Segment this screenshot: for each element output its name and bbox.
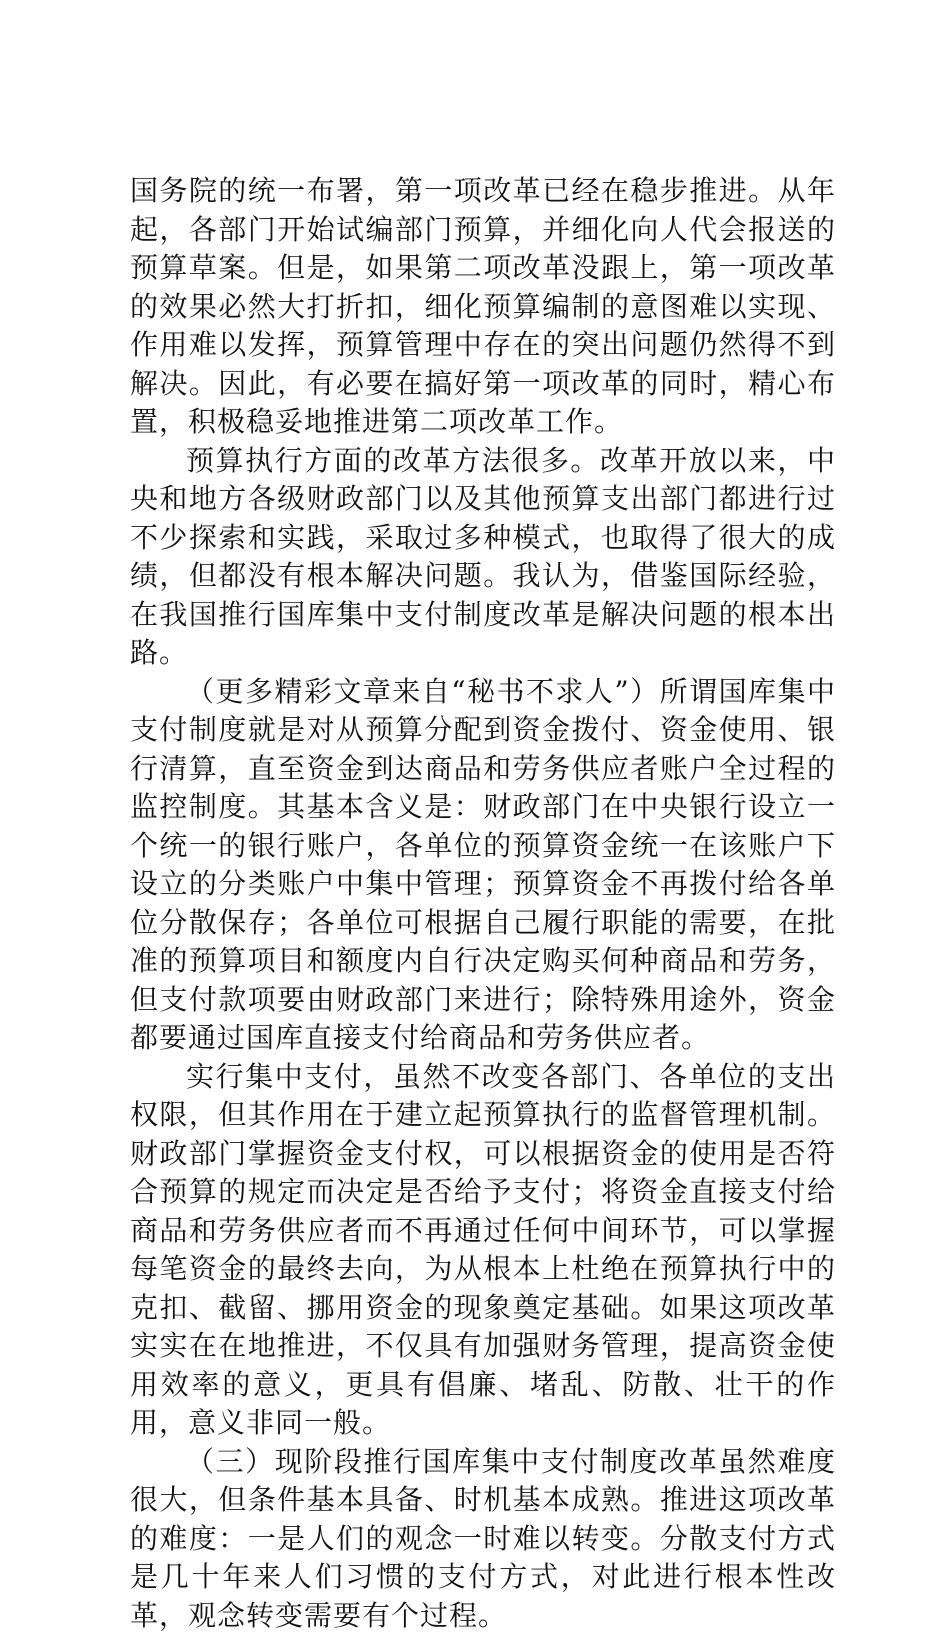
- paragraph-4: 实行集中支付，虽然不改变各部门、各单位的支出权限，但其作用在于建立起预算执行的监督管理机制。财政部门掌握资金支付权，可以根据资金的使用是否符合预算的规定而决定是否给予支付；将资金直接支付给商品和劳务供应者而不再通过任何中间环节，可以掌握每笔资金的最终去向，为从根本上杜绝在预算执行中的克扣、截留、挪用资金的现象奠定基础。如果这项改革实实在在地推进，不仅具有加强财务管理，提高资金使用效率的意义，更具有倡廉、堵乱、防散、壮干的作用，意义非同一般。: [130, 1058, 836, 1443]
- paragraph-5: （三）现阶段推行国库集中支付制度改革虽然难度很大，但条件基本具备、时机基本成熟。推进这项改革的难度：一是人们的观念一时难以转变。分散支付方式是几十年来人们习惯的支付方式，对此进行根本性改革，观念转变需要有个过程。: [130, 1443, 836, 1635]
- paragraph-2: 预算执行方面的改革方法很多。改革开放以来，中央和地方各级财政部门以及其他预算支出部门都进行过不少探索和实践，采取过多种模式，也取得了很大的成绩，但都没有根本解决问题。我认为，借鉴国际经验，在我国推行国库集中支付制度改革是解决问题的根本出路。: [130, 442, 836, 673]
- paragraph-3: （更多精彩文章来自“秘书不求人”）所谓国库集中支付制度就是对从预算分配到资金拨付、资金使用、银行清算，直至资金到达商品和劳务供应者账户全过程的监控制度。其基本含义是：财政部门在中央银行设立一个统一的银行账户，各单位的预算资金统一在该账户下设立的分类账户中集中管理；预算资金不再拨付给各单位分散保存；各单位可根据自己履行职能的需要，在批准的预算项目和额度内自行决定购买何种商品和劳务，但支付款项要由财政部门来进行；除特殊用途外，资金都要通过国库直接支付给商品和劳务供应者。: [130, 673, 836, 1058]
- paragraph-1: 国务院的统一布署，第一项改革已经在稳步推进。从年起，各部门开始试编部门预算，并细化向人代会报送的预算草案。但是，如果第二项改革没跟上，第一项改革的效果必然大打折扣，细化预算编制的意图难以实现、作用难以发挥，预算管理中存在的突出问题仍然得不到解决。因此，有必要在搞好第一项改革的同时，精心布置，积极稳妥地推进第二项改革工作。: [130, 172, 836, 442]
- document-body: [130, 172, 836, 1635]
